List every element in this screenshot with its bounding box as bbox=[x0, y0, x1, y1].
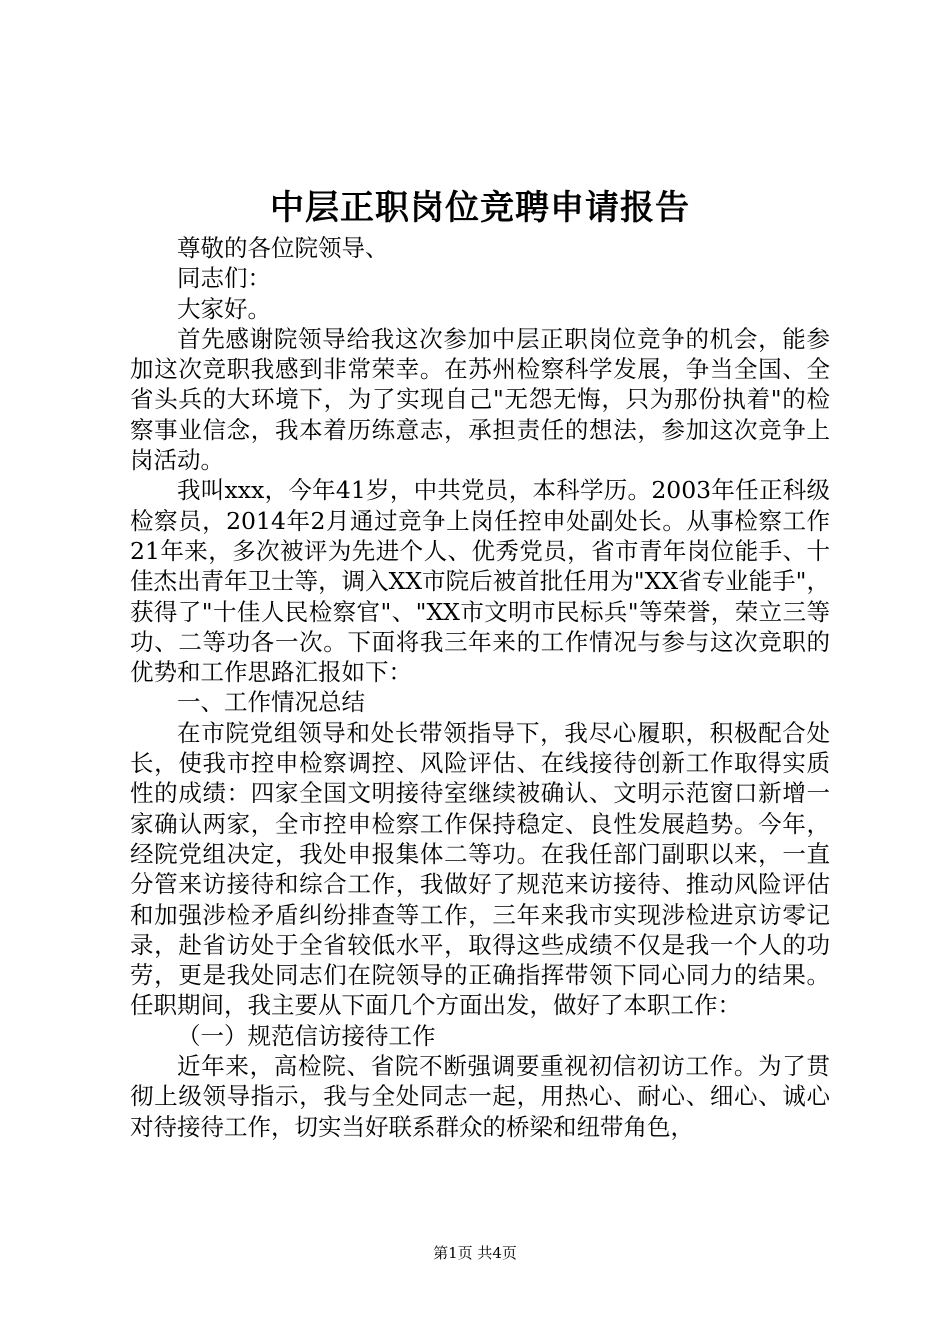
paragraph-intro: 首先感谢院领导给我这次参加中层正职岗位竞争的机会，能参加这次竞职我感到非常荣幸。在苏州检察科学发展，争当全国、全省头兵的大环境下，为了实现自己"无怨无悔，只为那份执着"的检察事业信念，我本着历练意志，承担责任的想法，参加这次竞争上岗活动。 bbox=[130, 324, 830, 475]
paragraph-work-summary: 在市院党组领导和处长带领指导下，我尽心履职，积极配合处长，使我市控申检察调控、风险评估、在线接待创新工作取得实质性的成绩：四家全国文明接待室继续被确认、文明示范窗口新增一家确认两家，全市控申检察工作保持稳定、良性发展趋势。今年，经院党组决定，我处申报集体二等功。在我任部门副职以来，一直分管来访接待和综合工作，我做好了规范来访接待、推动风险评估和加强涉检矛盾纠纷排查等工作，三年来我市实现涉检进京访零记录，赴省访处于全省较低水平，取得这些成绩不仅是我一个人的功劳，更是我处同志们在院领导的正确指挥带领下同心同力的结果。任职期间，我主要从下面几个方面出发，做好了本职工作： bbox=[130, 718, 830, 1020]
document-body bbox=[130, 233, 830, 1142]
subsection-heading-1: （一）规范信访接待工作 bbox=[177, 1021, 436, 1050]
salutation-line-1: 尊敬的各位院领导、 bbox=[177, 234, 389, 262]
paragraph-self-introduction: 我叫xxx，今年41岁，中共党员，本科学历。2003年任正科级检察员，2014年2月通过竞争上岗任控申处副处长。从事检察工作21年来，多次被评为先进个人、优秀党员，省市青年岗位能手、十佳杰出青年卫士等，调入XX市院后被首批任用为"XX省专业能手"，获得了"十佳人民检察官"、"XX市文明市民标兵"等荣誉，荣立三等功、二等功各一次。下面将我三年来的工作情况与参与这次竞职的优势和工作思路汇报如下： bbox=[130, 476, 830, 687]
section-heading-1: 一、工作情况总结 bbox=[177, 688, 365, 717]
greeting: 大家好。 bbox=[177, 294, 271, 323]
page-footer: 第1页 共4页 bbox=[433, 1244, 517, 1262]
document-title: 中层正职岗位竞聘申请报告 bbox=[270, 188, 690, 228]
paragraph-reception-work: 近年来，高检院、省院不断强调要重视初信初访工作。为了贯彻上级领导指示，我与全处同志一起，用热心、耐心、细心、诚心对待接待工作，切实当好联系群众的桥梁和纽带角色， bbox=[130, 1052, 830, 1141]
salutation-line-2: 同志们： bbox=[177, 264, 271, 293]
